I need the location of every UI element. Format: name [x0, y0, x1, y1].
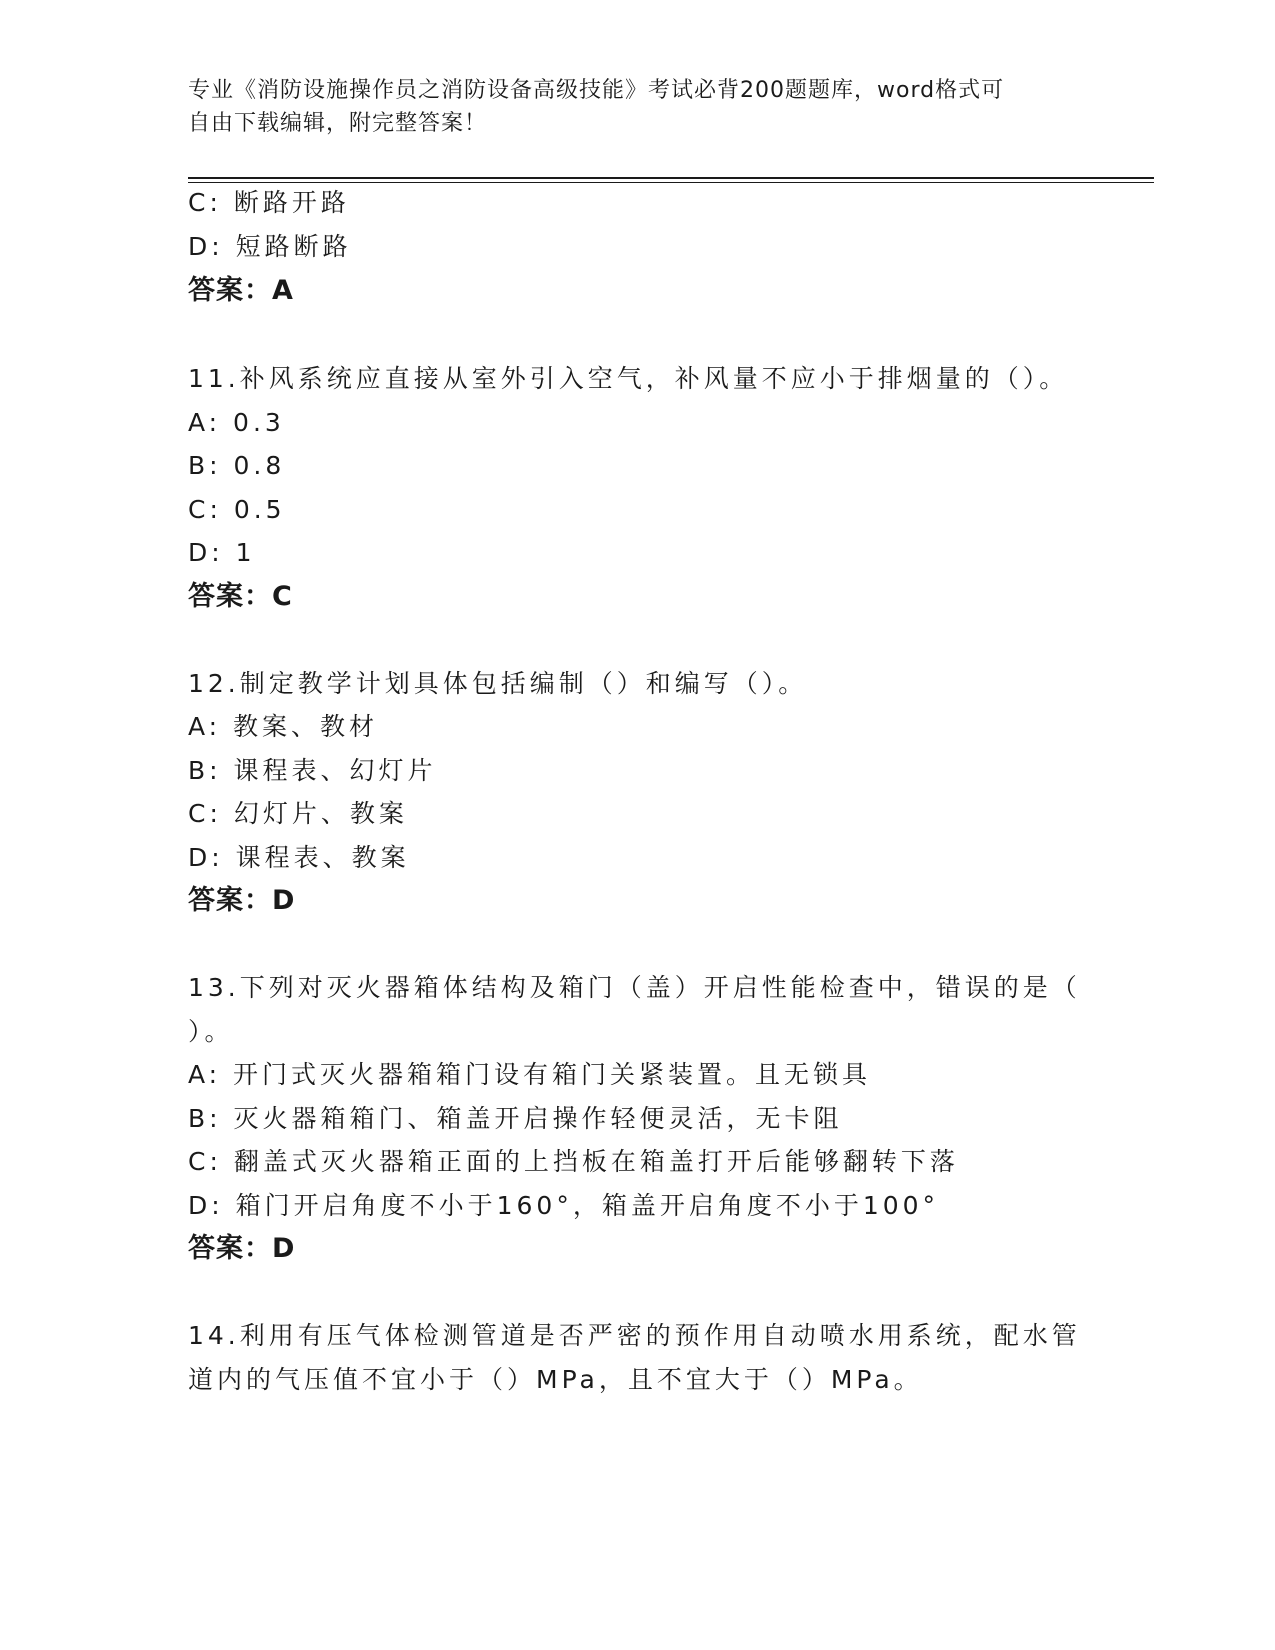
- page-header: [188, 74, 1088, 140]
- q13-option-a: A: 开门式灭火器箱箱门设有箱门关紧装置。且无锁具: [188, 1060, 872, 1089]
- q12-option-b: B: 课程表、幻灯片: [188, 756, 437, 785]
- q13-option-b: B: 灭火器箱箱门、箱盖开启操作轻便灵活，无卡阻: [188, 1104, 843, 1133]
- q14-question-line-1: 14.利用有压气体检测管道是否严密的预作用自动喷水用系统，配水管: [188, 1321, 1081, 1350]
- q13-option-d: D: 箱门开启角度不小于160°，箱盖开启角度不小于100°: [188, 1191, 940, 1220]
- q12-question: 12.制定教学计划具体包括编制（）和编写（）。: [188, 669, 808, 698]
- q11-question: 11.补风系统应直接从室外引入空气，补风量不应小于排烟量的（）。: [188, 364, 1069, 393]
- q12-option-d: D: 课程表、教案: [188, 843, 410, 872]
- q14-question-line-2: 道内的气压值不宜小于（）MPa，且不宜大于（）MPa。: [188, 1365, 923, 1394]
- q13-answer: 答案：D: [188, 1233, 296, 1264]
- header-line-1: 专业《消防设施操作员之消防设备高级技能》考试必背200题题库，word格式可: [188, 78, 1005, 103]
- q13-question-line-2: ）。: [188, 1017, 234, 1046]
- q12-option-a: A: 教案、教材: [188, 712, 379, 741]
- q11-option-a: A: 0.3: [188, 408, 285, 437]
- q10-option-d: D: 短路断路: [188, 232, 352, 261]
- header-line-2: 自由下载编辑，附完整答案！: [188, 111, 488, 136]
- q12-option-c: C: 幻灯片、教案: [188, 799, 408, 828]
- q10-answer: 答案：A: [188, 275, 294, 306]
- header-rule-thick: [188, 177, 1154, 179]
- q11-option-b: B: 0.8: [188, 451, 286, 480]
- q10-option-c: C: 断路开路: [188, 188, 350, 217]
- q11-option-d: D: 1: [188, 538, 256, 567]
- q11-option-c: C: 0.5: [188, 495, 286, 524]
- q11-answer: 答案：C: [188, 581, 293, 612]
- q13-option-c: C: 翻盖式灭火器箱正面的上挡板在箱盖打开后能够翻转下落: [188, 1147, 959, 1176]
- q12-answer: 答案：D: [188, 885, 296, 916]
- header-rule-thin: [188, 182, 1154, 183]
- q13-question-line-1: 13.下列对灭火器箱体结构及箱门（盖）开启性能检查中，错误的是（: [188, 973, 1081, 1002]
